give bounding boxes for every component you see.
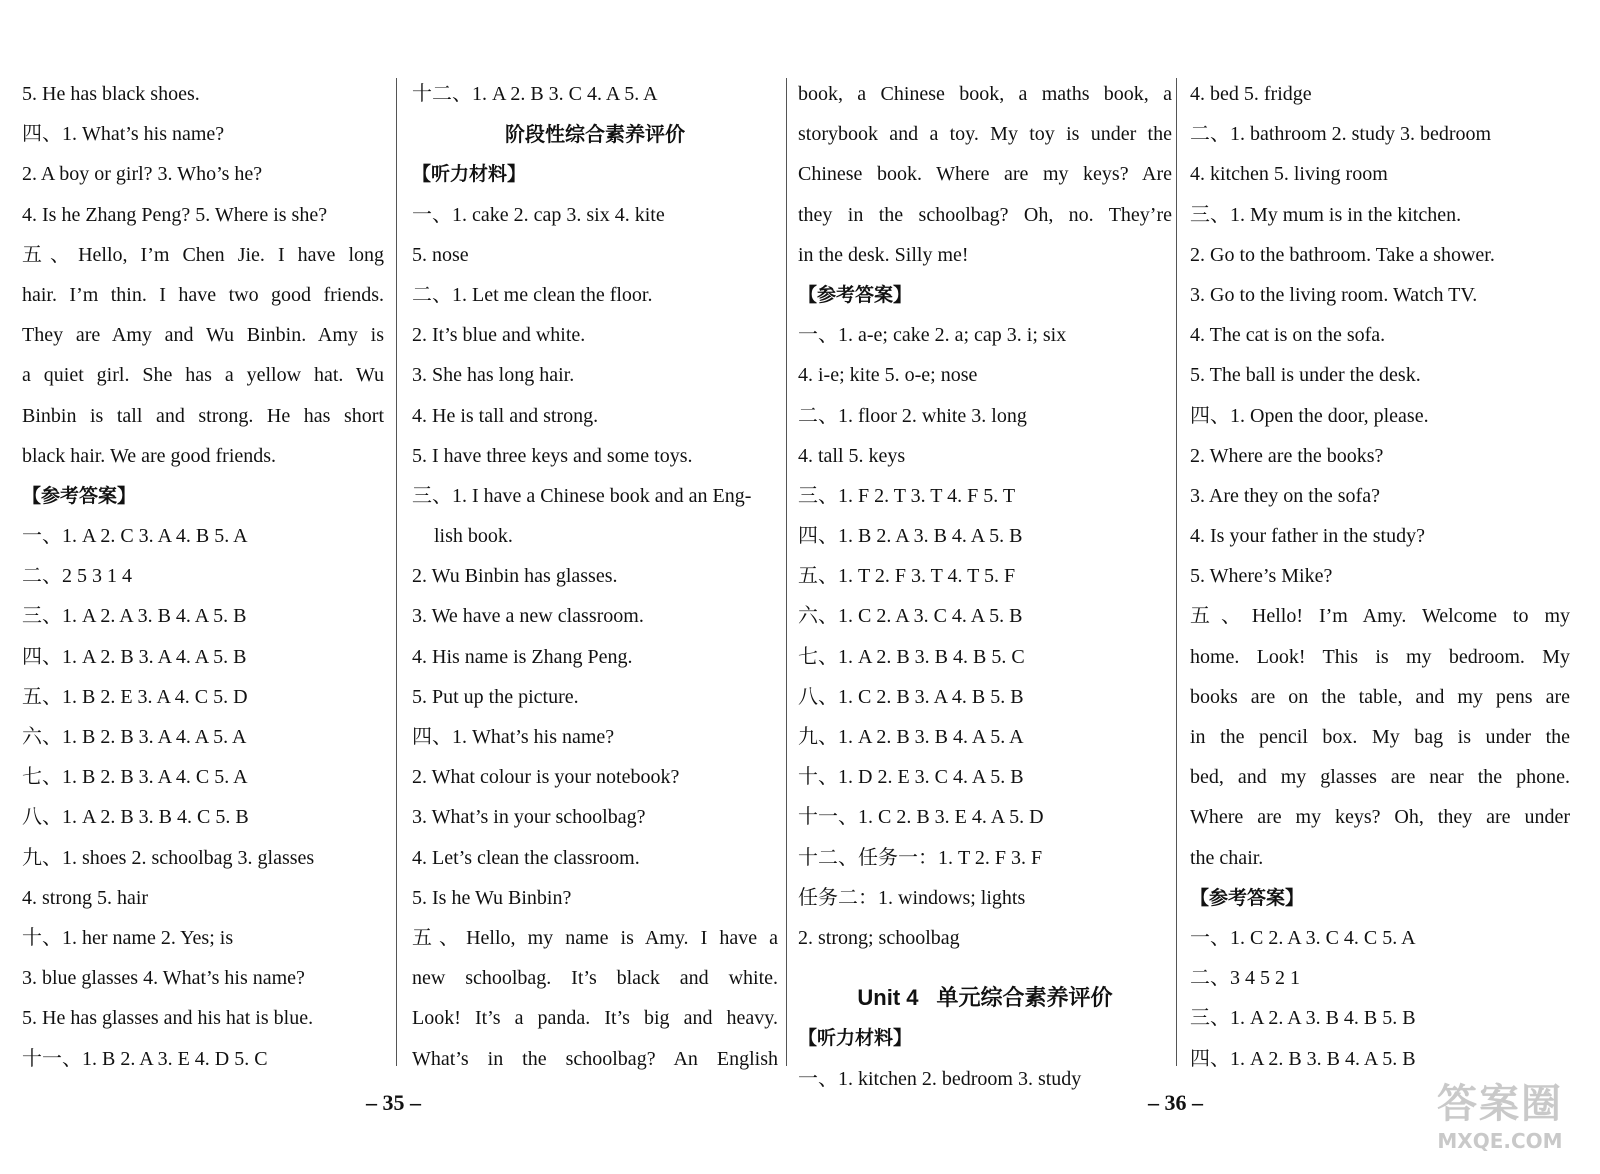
text-line: 八、1. C 2. B 3. A 4. B 5. B: [798, 685, 1024, 708]
text-line: 5. nose: [412, 243, 469, 266]
bracket-heading: 【参考答案】: [798, 283, 913, 306]
text-line: 四、1. Open the door, please.: [1190, 404, 1429, 427]
watermark-logo: [1430, 1080, 1570, 1164]
text-line: 二、1. Let me clean the floor.: [412, 283, 653, 306]
text-line: 六、1. C 2. A 3. C 4. A 5. B: [798, 605, 1023, 628]
text-column-3: [798, 74, 1172, 1099]
text-line: 三、1. A 2. A 3. B 4. B 5. B: [1190, 1007, 1416, 1030]
text-line: 任务二：1. windows; lights: [798, 886, 1026, 909]
text-line: 4. tall 5. keys: [798, 444, 906, 467]
text-line: 一、1. C 2. A 3. C 4. C 5. A: [1190, 926, 1416, 949]
text-line: storybook and a toy. My toy is under the: [798, 123, 1172, 146]
text-line: They are Amy and Wu Binbin. Amy is: [22, 324, 384, 347]
text-line: 二、1. floor 2. white 3. long: [798, 404, 1027, 427]
text-line: 五、Hello, my name is Amy. I have a: [412, 926, 778, 949]
text-line: 五、1. T 2. F 3. T 4. T 5. F: [798, 565, 1016, 588]
text-line: What’s in the schoolbag? An English: [412, 1047, 778, 1070]
text-line: 2. It’s blue and white.: [412, 324, 586, 347]
text-line: home. Look! This is my bedroom. My: [1190, 645, 1570, 668]
text-line: 4. His name is Zhang Peng.: [412, 645, 633, 668]
text-line: 十二、1. A 2. B 3. C 4. A 5. A: [412, 83, 658, 105]
text-line: 十、1. D 2. E 3. C 4. A 5. B: [798, 766, 1024, 789]
text-line: 四、1. A 2. B 3. A 4. A 5. B: [22, 645, 247, 668]
text-line: Binbin is tall and strong. He has short: [22, 404, 384, 427]
text-line: 2. A boy or girl? 3. Who’s he?: [22, 163, 263, 186]
text-line: 一、1. cake 2. cap 3. six 4. kite: [412, 203, 665, 226]
text-line: 4. Is he Zhang Peng? 5. Where is she?: [22, 203, 328, 226]
text-line: 5. The ball is under the desk.: [1190, 364, 1421, 387]
text-line: a quiet girl. She has a yellow hat. Wu: [22, 364, 384, 387]
text-line: 一、1. a-e; cake 2. a; cap 3. i; six: [798, 324, 1067, 347]
text-line: Where are my keys? Oh, they are under: [1190, 806, 1570, 829]
spacer: [798, 958, 1172, 978]
text-line: 二、1. bathroom 2. study 3. bedroom: [1190, 123, 1492, 146]
text-line: 3. Go to the living room. Watch TV.: [1190, 283, 1478, 306]
text-line: 5. I have three keys and some toys.: [412, 444, 693, 467]
text-line: 三、1. I have a Chinese book and an Eng-: [412, 484, 752, 507]
unit-label: Unit 4: [857, 985, 919, 1011]
text-column-1: [22, 74, 384, 1079]
text-line: Look! It’s a panda. It’s big and heavy.: [412, 1007, 778, 1030]
text-line: 四、1. What’s his name?: [412, 726, 615, 748]
text-line: 4. Is your father in the study?: [1190, 525, 1425, 548]
text-line: 五、Hello, I’m Chen Jie. I have long: [22, 243, 384, 266]
text-line: 4. Let’s clean the classroom.: [412, 846, 640, 869]
text-line: 3. Are they on the sofa?: [1190, 484, 1380, 507]
text-line: 三、1. A 2. A 3. B 4. A 5. B: [22, 605, 247, 628]
watermark-cn: 答案圈: [1437, 1081, 1563, 1127]
text-line: 一、1. A 2. C 3. A 4. B 5. A: [22, 525, 248, 548]
text-line: 5. Put up the picture.: [412, 685, 579, 708]
text-line: 4. He is tall and strong.: [412, 404, 599, 427]
text-line: 九、1. A 2. B 3. B 4. A 5. A: [798, 726, 1024, 748]
text-line: 八、1. A 2. B 3. B 4. C 5. B: [22, 806, 249, 829]
text-line: 四、1. B 2. A 3. B 4. A 5. B: [798, 525, 1023, 548]
text-line: 2. Where are the books?: [1190, 444, 1384, 467]
text-line: 5. Where’s Mike?: [1190, 565, 1333, 588]
text-line: 十、1. her name 2. Yes; is: [22, 926, 234, 949]
bracket-heading: 【参考答案】: [22, 484, 137, 507]
text-line: hair. I’m thin. I have two good friends.: [22, 283, 384, 306]
text-line: 三、1. F 2. T 3. T 4. F 5. T: [798, 484, 1016, 507]
text-line: 4. strong 5. hair: [22, 886, 149, 909]
section-heading: [798, 978, 1172, 1018]
text-line: 4. bed 5. fridge: [1190, 83, 1312, 105]
text-line: 3. She has long hair.: [412, 364, 575, 387]
text-line: black hair. We are good friends.: [22, 444, 277, 467]
text-line: 十二、任务一：1. T 2. F 3. F: [798, 846, 1043, 869]
text-line: 3. We have a new classroom.: [412, 605, 644, 628]
text-line: bed, and my glasses are near the phone.: [1190, 766, 1570, 789]
text-line: 3. What’s in your schoolbag?: [412, 806, 646, 829]
text-line: 七、1. A 2. B 3. B 4. B 5. C: [798, 645, 1025, 668]
text-line: books are on the table, and my pens are: [1190, 685, 1570, 708]
bracket-heading: 【听力材料】: [412, 163, 527, 186]
text-line: 四、1. What’s his name?: [22, 123, 225, 146]
bracket-heading: 【参考答案】: [1190, 886, 1305, 909]
text-line: in the desk. Silly me!: [798, 243, 969, 266]
text-line: 2. Wu Binbin has glasses.: [412, 565, 618, 588]
bracket-heading: 【听力材料】: [798, 1027, 913, 1050]
text-line: 一、1. kitchen 2. bedroom 3. study: [798, 1067, 1082, 1090]
text-line: 2. What colour is your notebook?: [412, 766, 680, 789]
text-line: lish book.: [434, 525, 513, 548]
page-number-left: – 35 –: [366, 1090, 421, 1115]
column-divider: [786, 78, 787, 1066]
text-line: in the pencil box. My bag is under the: [1190, 726, 1570, 748]
column-divider: [1176, 78, 1177, 1066]
text-line: 4. The cat is on the sofa.: [1190, 324, 1386, 347]
text-line: 二、2 5 3 1 4: [22, 565, 132, 588]
text-line: the chair.: [1190, 846, 1264, 869]
text-line: new schoolbag. It’s black and white.: [412, 967, 778, 990]
text-column-2: [412, 74, 778, 1079]
text-line: they in the schoolbag? Oh, no. They’re: [798, 203, 1172, 226]
page-number-right: – 36 –: [1148, 1090, 1203, 1115]
text-line: 4. i-e; kite 5. o-e; nose: [798, 364, 978, 387]
text-line: 3. blue glasses 4. What’s his name?: [22, 967, 305, 990]
text-line: 5. He has black shoes.: [22, 83, 200, 105]
text-line: 十一、1. C 2. B 3. E 4. A 5. D: [798, 806, 1044, 829]
section-heading: 阶段性综合素养评价: [505, 122, 685, 147]
text-line: 5. He has glasses and his hat is blue.: [22, 1007, 314, 1030]
unit-title: 单元综合素养评价: [936, 986, 1113, 1012]
column-divider: [396, 78, 397, 1066]
text-line: 十一、1. B 2. A 3. E 4. D 5. C: [22, 1047, 268, 1070]
text-line: 五、1. B 2. E 3. A 4. C 5. D: [22, 685, 248, 708]
text-line: 九、1. shoes 2. schoolbag 3. glasses: [22, 846, 315, 869]
text-line: 2. Go to the bathroom. Take a shower.: [1190, 243, 1495, 266]
text-line: 三、1. My mum is in the kitchen.: [1190, 203, 1462, 226]
text-line: book, a Chinese book, a maths book, a: [798, 83, 1172, 105]
text-line: 七、1. B 2. B 3. A 4. C 5. A: [22, 766, 248, 789]
text-line: 5. Is he Wu Binbin?: [412, 886, 572, 909]
text-line: 四、1. A 2. B 3. B 4. A 5. B: [1190, 1047, 1416, 1070]
text-line: Chinese book. Where are my keys? Are: [798, 163, 1172, 186]
text-line: 二、3 4 5 2 1: [1190, 967, 1300, 990]
text-line: 五、Hello! I’m Amy. Welcome to my: [1190, 605, 1570, 628]
watermark-en: MXQE.COM: [1437, 1129, 1563, 1153]
text-line: 4. kitchen 5. living room: [1190, 163, 1388, 186]
text-line: 六、1. B 2. B 3. A 4. A 5. A: [22, 726, 247, 748]
text-column-4: [1190, 74, 1570, 1079]
text-line: 2. strong; schoolbag: [798, 926, 960, 949]
